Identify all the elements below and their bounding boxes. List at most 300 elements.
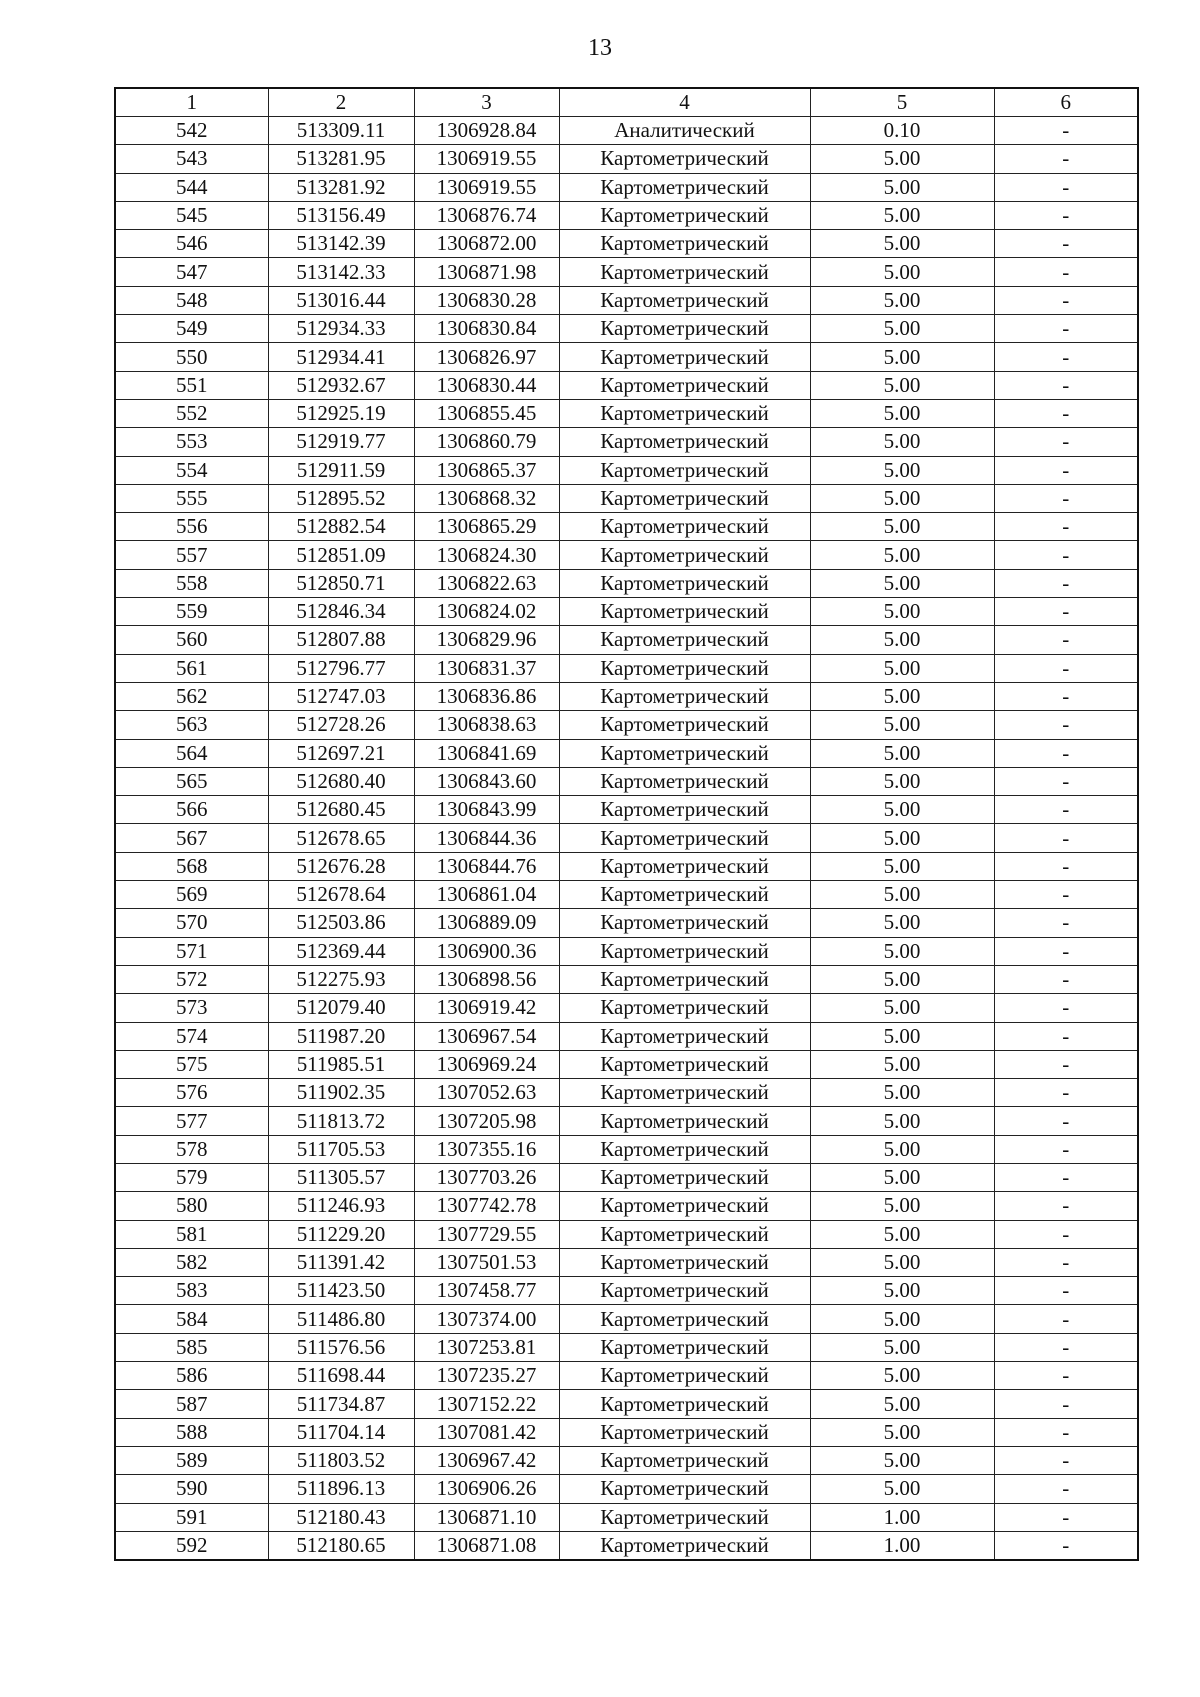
table-row: [115, 513, 1138, 541]
method-cell: Картометрический: [559, 456, 810, 484]
y-coordinate-cell: 1306868.32: [414, 484, 559, 512]
y-coordinate-cell: 1306855.45: [414, 399, 559, 427]
accuracy-cell: 5.00: [810, 145, 994, 173]
accuracy-cell: 5.00: [810, 881, 994, 909]
method-cell: Картометрический: [559, 1192, 810, 1220]
accuracy-cell: 5.00: [810, 484, 994, 512]
accuracy-cell: 5.00: [810, 371, 994, 399]
accuracy-cell: 5.00: [810, 767, 994, 795]
accuracy-cell: 5.00: [810, 1446, 994, 1474]
table-row: [115, 1531, 1138, 1560]
accuracy-cell: 5.00: [810, 909, 994, 937]
x-coordinate-cell: 512369.44: [268, 937, 414, 965]
note-cell: -: [994, 484, 1138, 512]
method-cell: Картометрический: [559, 145, 810, 173]
note-cell: -: [994, 626, 1138, 654]
accuracy-cell: 5.00: [810, 315, 994, 343]
x-coordinate-cell: 513309.11: [268, 117, 414, 145]
method-cell: Картометрический: [559, 1050, 810, 1078]
column-header-2: 2: [268, 88, 414, 117]
y-coordinate-cell: 1306830.28: [414, 286, 559, 314]
note-cell: -: [994, 796, 1138, 824]
x-coordinate-cell: 511698.44: [268, 1362, 414, 1390]
table-row: [115, 937, 1138, 965]
x-coordinate-cell: 511486.80: [268, 1305, 414, 1333]
table-row: [115, 541, 1138, 569]
note-cell: -: [994, 258, 1138, 286]
table-row: [115, 796, 1138, 824]
y-coordinate-cell: 1307355.16: [414, 1135, 559, 1163]
x-coordinate-cell: 512846.34: [268, 598, 414, 626]
method-cell: Картометрический: [559, 1248, 810, 1276]
note-cell: -: [994, 852, 1138, 880]
table-row: [115, 994, 1138, 1022]
table-row: [115, 1192, 1138, 1220]
method-cell: Картометрический: [559, 1475, 810, 1503]
note-cell: -: [994, 541, 1138, 569]
y-coordinate-cell: 1307235.27: [414, 1362, 559, 1390]
method-cell: Картометрический: [559, 1305, 810, 1333]
y-coordinate-cell: 1306876.74: [414, 201, 559, 229]
accuracy-cell: 5.00: [810, 824, 994, 852]
method-cell: Картометрический: [559, 541, 810, 569]
column-header-6: 6: [994, 88, 1138, 117]
y-coordinate-cell: 1306844.36: [414, 824, 559, 852]
point-number-cell: 584: [115, 1305, 268, 1333]
point-number-cell: 588: [115, 1418, 268, 1446]
y-coordinate-cell: 1306830.84: [414, 315, 559, 343]
table-row: [115, 1163, 1138, 1191]
y-coordinate-cell: 1306967.54: [414, 1022, 559, 1050]
y-coordinate-cell: 1306830.44: [414, 371, 559, 399]
accuracy-cell: 5.00: [810, 1418, 994, 1446]
method-cell: Картометрический: [559, 399, 810, 427]
point-number-cell: 558: [115, 569, 268, 597]
note-cell: -: [994, 909, 1138, 937]
x-coordinate-cell: 511705.53: [268, 1135, 414, 1163]
method-cell: Картометрический: [559, 1362, 810, 1390]
table-row: [115, 909, 1138, 937]
method-cell: Картометрический: [559, 852, 810, 880]
note-cell: -: [994, 1531, 1138, 1560]
point-number-cell: 565: [115, 767, 268, 795]
y-coordinate-cell: 1307501.53: [414, 1248, 559, 1276]
note-cell: -: [994, 598, 1138, 626]
accuracy-cell: 5.00: [810, 1333, 994, 1361]
note-cell: -: [994, 201, 1138, 229]
table-row: [115, 428, 1138, 456]
y-coordinate-cell: 1306919.42: [414, 994, 559, 1022]
y-coordinate-cell: 1306919.55: [414, 173, 559, 201]
method-cell: Картометрический: [559, 1107, 810, 1135]
note-cell: -: [994, 1503, 1138, 1531]
note-cell: -: [994, 682, 1138, 710]
point-number-cell: 557: [115, 541, 268, 569]
accuracy-cell: 5.00: [810, 598, 994, 626]
header-row: [115, 88, 1138, 117]
table-row: [115, 1503, 1138, 1531]
note-cell: -: [994, 767, 1138, 795]
x-coordinate-cell: 512882.54: [268, 513, 414, 541]
note-cell: -: [994, 428, 1138, 456]
method-cell: Картометрический: [559, 1220, 810, 1248]
method-cell: Картометрический: [559, 230, 810, 258]
y-coordinate-cell: 1306861.04: [414, 881, 559, 909]
method-cell: Картометрический: [559, 258, 810, 286]
accuracy-cell: 5.00: [810, 1107, 994, 1135]
point-number-cell: 585: [115, 1333, 268, 1361]
accuracy-cell: 5.00: [810, 399, 994, 427]
point-number-cell: 570: [115, 909, 268, 937]
table-row: [115, 201, 1138, 229]
table-row: [115, 1390, 1138, 1418]
note-cell: -: [994, 315, 1138, 343]
column-header-4: 4: [559, 88, 810, 117]
method-cell: Картометрический: [559, 654, 810, 682]
accuracy-cell: 5.00: [810, 1220, 994, 1248]
note-cell: -: [994, 1277, 1138, 1305]
note-cell: -: [994, 711, 1138, 739]
method-cell: Картометрический: [559, 1277, 810, 1305]
method-cell: Картометрический: [559, 569, 810, 597]
accuracy-cell: 5.00: [810, 173, 994, 201]
y-coordinate-cell: 1306928.84: [414, 117, 559, 145]
y-coordinate-cell: 1306865.29: [414, 513, 559, 541]
y-coordinate-cell: 1307742.78: [414, 1192, 559, 1220]
accuracy-cell: 0.10: [810, 117, 994, 145]
accuracy-cell: 5.00: [810, 569, 994, 597]
note-cell: -: [994, 1135, 1138, 1163]
method-cell: Картометрический: [559, 796, 810, 824]
method-cell: Картометрический: [559, 1135, 810, 1163]
note-cell: -: [994, 1022, 1138, 1050]
point-number-cell: 578: [115, 1135, 268, 1163]
point-number-cell: 545: [115, 201, 268, 229]
accuracy-cell: 5.00: [810, 796, 994, 824]
point-number-cell: 590: [115, 1475, 268, 1503]
point-number-cell: 549: [115, 315, 268, 343]
method-cell: Картометрический: [559, 1079, 810, 1107]
point-number-cell: 546: [115, 230, 268, 258]
point-number-cell: 574: [115, 1022, 268, 1050]
x-coordinate-cell: 511896.13: [268, 1475, 414, 1503]
y-coordinate-cell: 1306860.79: [414, 428, 559, 456]
y-coordinate-cell: 1307729.55: [414, 1220, 559, 1248]
point-number-cell: 581: [115, 1220, 268, 1248]
point-number-cell: 569: [115, 881, 268, 909]
note-cell: -: [994, 569, 1138, 597]
y-coordinate-cell: 1306919.55: [414, 145, 559, 173]
method-cell: Картометрический: [559, 767, 810, 795]
x-coordinate-cell: 512275.93: [268, 965, 414, 993]
note-cell: -: [994, 1163, 1138, 1191]
note-cell: -: [994, 173, 1138, 201]
accuracy-cell: 5.00: [810, 286, 994, 314]
table-row: [115, 1475, 1138, 1503]
accuracy-cell: 5.00: [810, 1277, 994, 1305]
x-coordinate-cell: 512851.09: [268, 541, 414, 569]
method-cell: Картометрический: [559, 1503, 810, 1531]
x-coordinate-cell: 512919.77: [268, 428, 414, 456]
point-number-cell: 587: [115, 1390, 268, 1418]
note-cell: -: [994, 937, 1138, 965]
note-cell: -: [994, 881, 1138, 909]
y-coordinate-cell: 1306838.63: [414, 711, 559, 739]
x-coordinate-cell: 513281.95: [268, 145, 414, 173]
accuracy-cell: 5.00: [810, 456, 994, 484]
accuracy-cell: 5.00: [810, 1192, 994, 1220]
y-coordinate-cell: 1306967.42: [414, 1446, 559, 1474]
method-cell: Картометрический: [559, 824, 810, 852]
point-number-cell: 564: [115, 739, 268, 767]
point-number-cell: 592: [115, 1531, 268, 1560]
y-coordinate-cell: 1306871.10: [414, 1503, 559, 1531]
method-cell: Картометрический: [559, 371, 810, 399]
table-row: [115, 598, 1138, 626]
x-coordinate-cell: 513281.92: [268, 173, 414, 201]
table-row: [115, 371, 1138, 399]
x-coordinate-cell: 512911.59: [268, 456, 414, 484]
x-coordinate-cell: 513016.44: [268, 286, 414, 314]
point-number-cell: 553: [115, 428, 268, 456]
accuracy-cell: 5.00: [810, 937, 994, 965]
note-cell: -: [994, 371, 1138, 399]
y-coordinate-cell: 1307081.42: [414, 1418, 559, 1446]
point-number-cell: 591: [115, 1503, 268, 1531]
note-cell: -: [994, 513, 1138, 541]
method-cell: Картометрический: [559, 513, 810, 541]
point-number-cell: 566: [115, 796, 268, 824]
note-cell: -: [994, 1390, 1138, 1418]
point-number-cell: 559: [115, 598, 268, 626]
y-coordinate-cell: 1307152.22: [414, 1390, 559, 1418]
point-number-cell: 563: [115, 711, 268, 739]
point-number-cell: 582: [115, 1248, 268, 1276]
accuracy-cell: 5.00: [810, 1390, 994, 1418]
x-coordinate-cell: 511902.35: [268, 1079, 414, 1107]
method-cell: Картометрический: [559, 343, 810, 371]
y-coordinate-cell: 1307703.26: [414, 1163, 559, 1191]
accuracy-cell: 5.00: [810, 1079, 994, 1107]
table-row: [115, 1305, 1138, 1333]
point-number-cell: 568: [115, 852, 268, 880]
accuracy-cell: 5.00: [810, 230, 994, 258]
table-row: [115, 230, 1138, 258]
method-cell: Картометрический: [559, 909, 810, 937]
accuracy-cell: 5.00: [810, 852, 994, 880]
y-coordinate-cell: 1307458.77: [414, 1277, 559, 1305]
point-number-cell: 579: [115, 1163, 268, 1191]
accuracy-cell: 5.00: [810, 428, 994, 456]
point-number-cell: 555: [115, 484, 268, 512]
note-cell: -: [994, 145, 1138, 173]
table-row: [115, 286, 1138, 314]
table-row: [115, 1022, 1138, 1050]
accuracy-cell: 1.00: [810, 1503, 994, 1531]
table-row: [115, 315, 1138, 343]
note-cell: -: [994, 1362, 1138, 1390]
y-coordinate-cell: 1306872.00: [414, 230, 559, 258]
method-cell: Картометрический: [559, 286, 810, 314]
point-number-cell: 577: [115, 1107, 268, 1135]
y-coordinate-cell: 1306822.63: [414, 569, 559, 597]
x-coordinate-cell: 511985.51: [268, 1050, 414, 1078]
method-cell: Картометрический: [559, 937, 810, 965]
point-number-cell: 561: [115, 654, 268, 682]
table-row: [115, 456, 1138, 484]
table-row: [115, 399, 1138, 427]
x-coordinate-cell: 512676.28: [268, 852, 414, 880]
table-row: [115, 1362, 1138, 1390]
method-cell: Картометрический: [559, 1163, 810, 1191]
point-number-cell: 562: [115, 682, 268, 710]
point-number-cell: 589: [115, 1446, 268, 1474]
y-coordinate-cell: 1306826.97: [414, 343, 559, 371]
y-coordinate-cell: 1306836.86: [414, 682, 559, 710]
accuracy-cell: 5.00: [810, 1362, 994, 1390]
note-cell: -: [994, 1248, 1138, 1276]
table-row: [115, 824, 1138, 852]
x-coordinate-cell: 512503.86: [268, 909, 414, 937]
accuracy-cell: 5.00: [810, 1135, 994, 1163]
accuracy-cell: 5.00: [810, 343, 994, 371]
accuracy-cell: 5.00: [810, 258, 994, 286]
x-coordinate-cell: 512807.88: [268, 626, 414, 654]
accuracy-cell: 5.00: [810, 682, 994, 710]
table-row: [115, 117, 1138, 145]
y-coordinate-cell: 1306843.60: [414, 767, 559, 795]
method-cell: Картометрический: [559, 1531, 810, 1560]
note-cell: -: [994, 343, 1138, 371]
note-cell: -: [994, 1475, 1138, 1503]
point-number-cell: 550: [115, 343, 268, 371]
y-coordinate-cell: 1307253.81: [414, 1333, 559, 1361]
table-row: [115, 173, 1138, 201]
method-cell: Картометрический: [559, 965, 810, 993]
point-number-cell: 544: [115, 173, 268, 201]
y-coordinate-cell: 1306829.96: [414, 626, 559, 654]
note-cell: -: [994, 739, 1138, 767]
y-coordinate-cell: 1306824.02: [414, 598, 559, 626]
y-coordinate-cell: 1306871.98: [414, 258, 559, 286]
x-coordinate-cell: 512895.52: [268, 484, 414, 512]
table-row: [115, 881, 1138, 909]
point-number-cell: 567: [115, 824, 268, 852]
table-row: [115, 654, 1138, 682]
accuracy-cell: 5.00: [810, 626, 994, 654]
method-cell: Картометрический: [559, 1446, 810, 1474]
point-number-cell: 583: [115, 1277, 268, 1305]
method-cell: Картометрический: [559, 201, 810, 229]
point-number-cell: 547: [115, 258, 268, 286]
point-number-cell: 573: [115, 994, 268, 1022]
table-row: [115, 569, 1138, 597]
x-coordinate-cell: 511813.72: [268, 1107, 414, 1135]
y-coordinate-cell: 1306831.37: [414, 654, 559, 682]
x-coordinate-cell: 511576.56: [268, 1333, 414, 1361]
y-coordinate-cell: 1306841.69: [414, 739, 559, 767]
accuracy-cell: 5.00: [810, 1475, 994, 1503]
note-cell: -: [994, 1333, 1138, 1361]
note-cell: -: [994, 994, 1138, 1022]
accuracy-cell: 5.00: [810, 711, 994, 739]
table-row: [115, 965, 1138, 993]
y-coordinate-cell: 1306871.08: [414, 1531, 559, 1560]
y-coordinate-cell: 1306898.56: [414, 965, 559, 993]
x-coordinate-cell: 512697.21: [268, 739, 414, 767]
accuracy-cell: 5.00: [810, 1305, 994, 1333]
point-number-cell: 572: [115, 965, 268, 993]
y-coordinate-cell: 1307374.00: [414, 1305, 559, 1333]
column-header-1: 1: [115, 88, 268, 117]
y-coordinate-cell: 1306843.99: [414, 796, 559, 824]
y-coordinate-cell: 1306865.37: [414, 456, 559, 484]
note-cell: -: [994, 654, 1138, 682]
accuracy-cell: 5.00: [810, 513, 994, 541]
table-body: [115, 117, 1138, 1561]
x-coordinate-cell: 512680.45: [268, 796, 414, 824]
y-coordinate-cell: 1306824.30: [414, 541, 559, 569]
note-cell: -: [994, 824, 1138, 852]
accuracy-cell: 1.00: [810, 1531, 994, 1560]
x-coordinate-cell: 512678.65: [268, 824, 414, 852]
method-cell: Картометрический: [559, 881, 810, 909]
x-coordinate-cell: 512850.71: [268, 569, 414, 597]
table-row: [115, 852, 1138, 880]
note-cell: -: [994, 286, 1138, 314]
method-cell: Картометрический: [559, 739, 810, 767]
point-number-cell: 556: [115, 513, 268, 541]
note-cell: -: [994, 456, 1138, 484]
table-row: [115, 258, 1138, 286]
method-cell: Картометрический: [559, 428, 810, 456]
x-coordinate-cell: 513142.33: [268, 258, 414, 286]
point-number-cell: 551: [115, 371, 268, 399]
point-number-cell: 586: [115, 1362, 268, 1390]
x-coordinate-cell: 512934.41: [268, 343, 414, 371]
method-cell: Картометрический: [559, 1390, 810, 1418]
y-coordinate-cell: 1306844.76: [414, 852, 559, 880]
note-cell: -: [994, 230, 1138, 258]
x-coordinate-cell: 513142.39: [268, 230, 414, 258]
x-coordinate-cell: 511305.57: [268, 1163, 414, 1191]
accuracy-cell: 5.00: [810, 654, 994, 682]
table-row: [115, 1333, 1138, 1361]
column-header-5: 5: [810, 88, 994, 117]
accuracy-cell: 5.00: [810, 965, 994, 993]
table-row: [115, 1107, 1138, 1135]
accuracy-cell: 5.00: [810, 1022, 994, 1050]
method-cell: Картометрический: [559, 682, 810, 710]
x-coordinate-cell: 511423.50: [268, 1277, 414, 1305]
note-cell: -: [994, 1079, 1138, 1107]
accuracy-cell: 5.00: [810, 994, 994, 1022]
y-coordinate-cell: 1306900.36: [414, 937, 559, 965]
note-cell: -: [994, 1107, 1138, 1135]
note-cell: -: [994, 1050, 1138, 1078]
x-coordinate-cell: 512747.03: [268, 682, 414, 710]
accuracy-cell: 5.00: [810, 201, 994, 229]
table-header: [115, 88, 1138, 117]
table-row: [115, 711, 1138, 739]
method-cell: Картометрический: [559, 598, 810, 626]
note-cell: -: [994, 1220, 1138, 1248]
note-cell: -: [994, 1418, 1138, 1446]
x-coordinate-cell: 511229.20: [268, 1220, 414, 1248]
method-cell: Картометрический: [559, 1333, 810, 1361]
x-coordinate-cell: 512180.43: [268, 1503, 414, 1531]
method-cell: Картометрический: [559, 315, 810, 343]
